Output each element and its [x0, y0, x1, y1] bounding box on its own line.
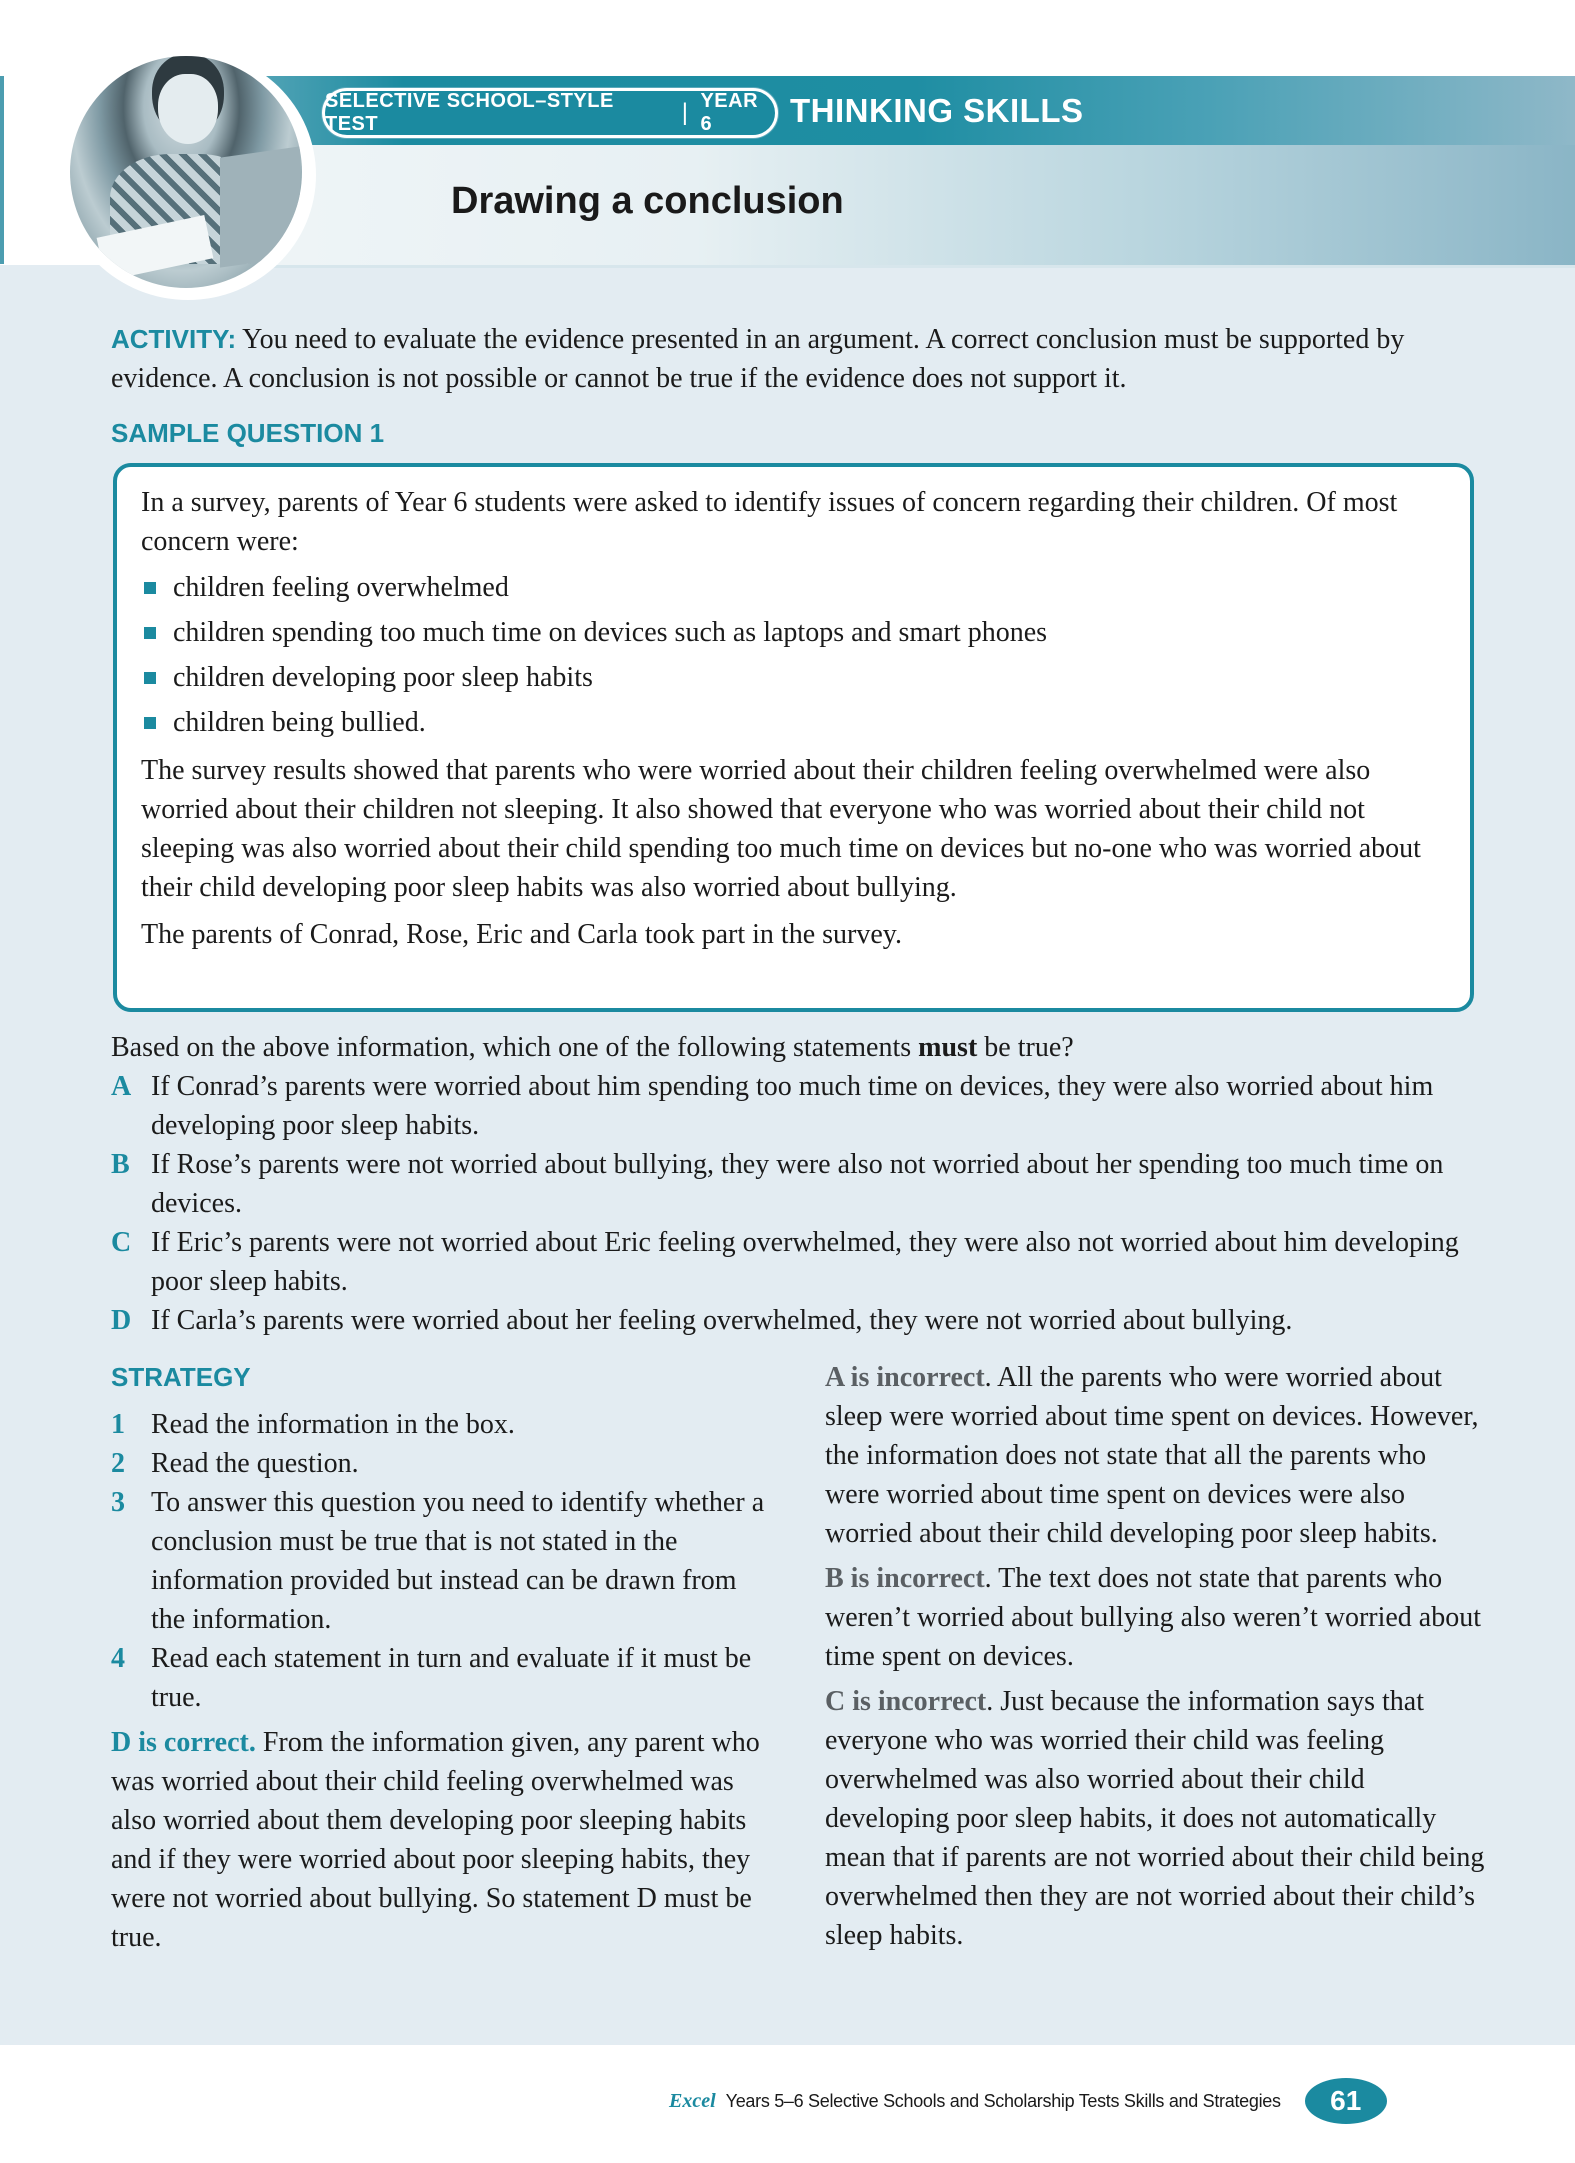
activity-text: You need to evaluate the evidence presented in an argument. A correct conclusion must be supported by evidence. A conclusion is not possible or cannot be true if the evidence does not support it. — [111, 324, 1405, 394]
option-a[interactable] — [111, 1067, 1481, 1145]
explanation-text: . Just because the information says that everyone who was worried their child was feeling overwhelmed was also worried about their child developing poor sleep habits, it does not automatically mean that if parents are not worried about their child being overwhelmed then they are not worried about their child’s sleep habits. — [825, 1686, 1485, 1951]
question-stem — [111, 1028, 1481, 1067]
step-text: Read the question. — [151, 1448, 359, 1479]
explanations-column — [825, 1358, 1485, 1955]
concern-text: children being bullied. — [173, 707, 426, 738]
option-text: If Conrad’s parents were worried about him spending too much time on devices, they were also worried about him developing poor sleep habits. — [151, 1071, 1434, 1141]
step-text: Read the information in the box. — [151, 1409, 515, 1440]
series-label: SELECTIVE SCHOOL–STYLE TEST — [325, 90, 614, 135]
concern-text: children spending too much time on devices such as laptops and smart phones — [173, 617, 1048, 648]
option-letter: B — [111, 1149, 130, 1180]
concern-list — [141, 565, 1446, 745]
survey-participants: The parents of Conrad, Rose, Eric and Carla took part in the survey. — [141, 919, 902, 950]
series-separator: | — [681, 99, 689, 126]
incorrect-tag: A is incorrect — [825, 1362, 985, 1393]
answer-options — [111, 1067, 1481, 1340]
subject-title: THINKING SKILLS — [790, 92, 1084, 129]
square-bullet-icon — [144, 627, 156, 639]
strategy-step — [111, 1405, 771, 1444]
option-text: If Rose’s parents were not worried about bullying, they were also not worried about her spending too much time on devices. — [151, 1149, 1444, 1219]
option-letter: D — [111, 1305, 132, 1336]
correct-answer-tag: D is correct. — [111, 1727, 256, 1758]
photo-laptop-shape — [220, 146, 300, 267]
explanation-c — [825, 1682, 1485, 1955]
step-number: 4 — [111, 1643, 125, 1674]
strategy-step — [111, 1483, 771, 1639]
question-section — [111, 1028, 1481, 1340]
photo-face-shape — [158, 74, 218, 144]
stem-text-end: be true? — [977, 1032, 1074, 1063]
option-text: If Eric’s parents were not worried about Eric feeling overwhelmed, they were also not worried about him developing poor sleep habits. — [151, 1227, 1459, 1297]
question-info-box — [113, 463, 1474, 1012]
step-number: 2 — [111, 1448, 125, 1479]
year-label: YEAR 6 — [700, 90, 759, 135]
concern-item — [141, 610, 1446, 655]
explanation-text: . All the parents who were worried about sleep were worried about time spent on devices. However, the information does not state that all the parents who were worried about time spent on devices were also worried about their child developing poor sleep habits. — [825, 1362, 1479, 1549]
option-text: If Carla’s parents were worried about her feeling overwhelmed, they were not worried about bullying. — [151, 1305, 1293, 1336]
page-title: Drawing a conclusion — [451, 180, 844, 222]
step-number: 3 — [111, 1487, 125, 1518]
step-text: To answer this question you need to identify whether a conclusion must be true that is not stated in the information provided but instead can be drawn from the information. — [151, 1487, 765, 1635]
concern-text: children feeling overwhelmed — [173, 572, 509, 603]
activity-label: ACTIVITY: — [111, 324, 237, 354]
incorrect-tag: C is incorrect — [825, 1686, 987, 1717]
option-c[interactable] — [111, 1223, 1481, 1301]
square-bullet-icon — [144, 582, 156, 594]
stem-text: Based on the above information, which one of the following statements — [111, 1032, 919, 1063]
option-b[interactable] — [111, 1145, 1481, 1223]
option-letter: C — [111, 1227, 132, 1258]
activity-paragraph — [111, 320, 1481, 398]
explanation-text: . The text does not state that parents who weren’t worried about bullying also weren’t worried about time spent on devices. — [825, 1563, 1482, 1672]
brand-name: Excel — [669, 2089, 716, 2112]
concern-text: children developing poor sleep habits — [173, 662, 593, 693]
sample-question-title: SAMPLE QUESTION 1 — [111, 418, 385, 448]
correct-answer-text: From the information given, any parent who was worried about their child feeling overwhelmed was also worried about them developing poor sleeping habits and if they were worried about poor sleeping habits, they were not worried about bullying. So statement D must be true. — [111, 1727, 760, 1953]
left-edge-rule — [0, 76, 4, 264]
survey-results: The survey results showed that parents who were worried about their children feeling overwhelmed were also worried about their children not sleeping. It also showed that everyone who was worried about their child not sleeping was also worried about their child spending too much time on devices but no-one who was worried about their child developing poor sleep habits was also worried about bullying. — [141, 755, 1421, 903]
step-number: 1 — [111, 1409, 125, 1440]
concern-item — [141, 700, 1446, 745]
step-text: Read each statement in turn and evaluate if it must be true. — [151, 1643, 752, 1713]
stem-emphasis: must — [918, 1032, 978, 1063]
strategy-steps — [111, 1405, 771, 1717]
page-number-badge: 61 — [1305, 2078, 1387, 2124]
page-footer — [669, 2078, 1387, 2124]
option-letter: A — [111, 1071, 132, 1102]
series-pill — [322, 88, 778, 138]
student-photo — [70, 56, 302, 288]
book-title: Years 5–6 Selective Schools and Scholarship Tests Skills and Strategies — [725, 2090, 1281, 2111]
square-bullet-icon — [144, 717, 156, 729]
concern-item — [141, 565, 1446, 610]
strategy-title: STRATEGY — [111, 1362, 251, 1392]
incorrect-tag: B is incorrect — [825, 1563, 985, 1594]
explanation-a — [825, 1358, 1485, 1553]
strategy-step — [111, 1444, 771, 1483]
concern-item — [141, 655, 1446, 700]
square-bullet-icon — [144, 672, 156, 684]
option-d[interactable] — [111, 1301, 1481, 1340]
survey-intro: In a survey, parents of Year 6 students were asked to identify issues of concern regarding their children. Of most concern were: — [141, 487, 1398, 557]
strategy-step — [111, 1639, 771, 1717]
correct-answer-explanation — [111, 1723, 771, 1957]
explanation-b — [825, 1559, 1485, 1676]
strategy-column — [111, 1358, 771, 1957]
